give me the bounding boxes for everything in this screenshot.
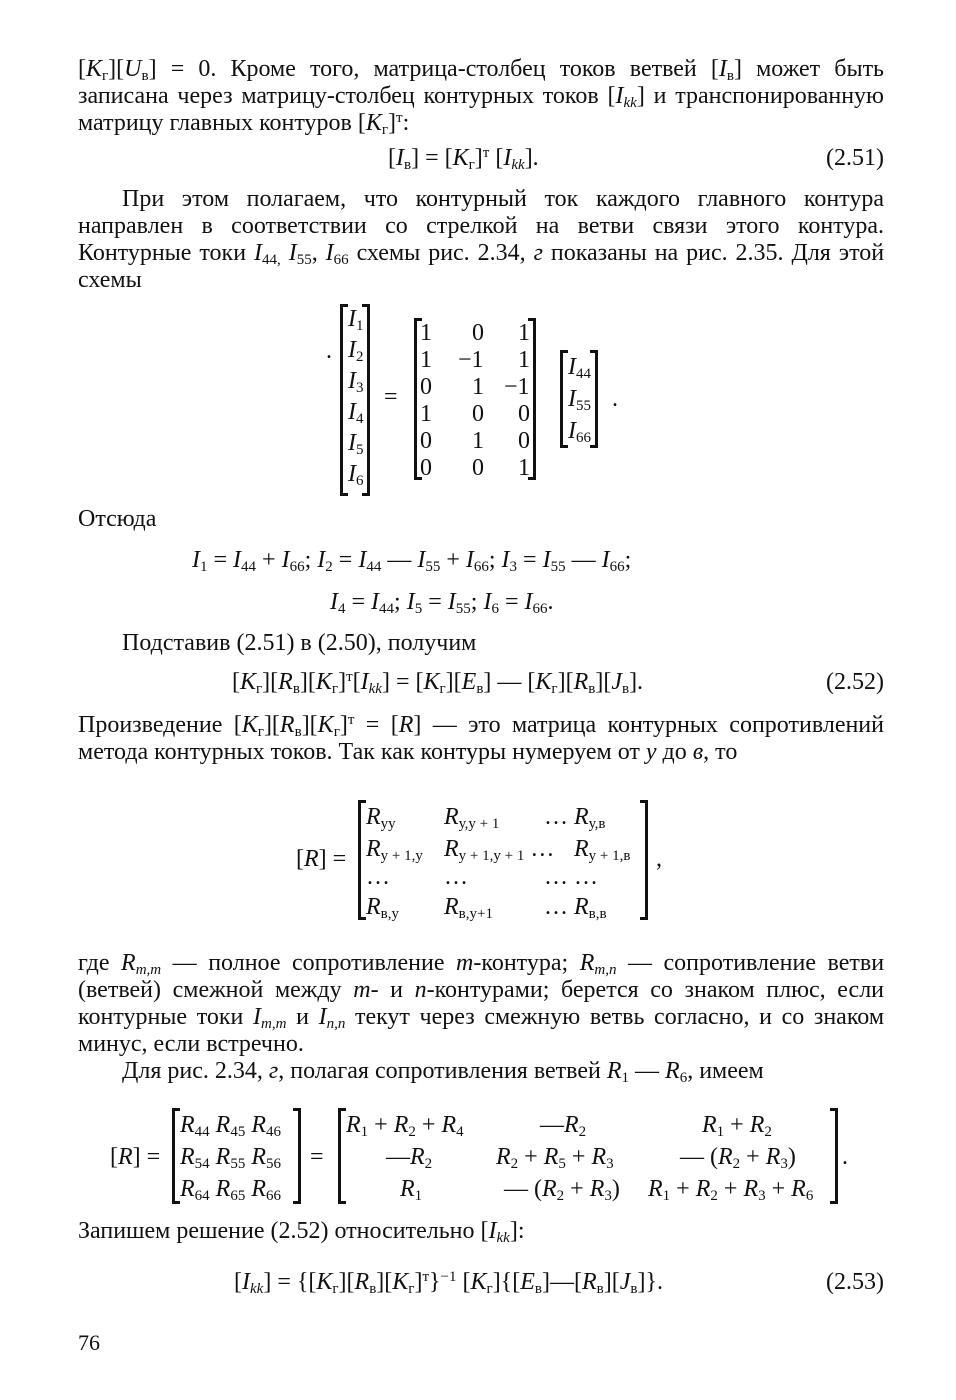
matrix-cell: 1: [420, 320, 432, 346]
equation-number-2-53: (2.53): [826, 1269, 884, 1295]
equation-number-2-52: (2.52): [826, 669, 884, 695]
matrix-cell: 0: [420, 455, 432, 481]
paragraph-4: Произведение $[K_г][R_в][K_г]^т = [R]$ — это матрица контурных сопротивлений метода контурных токов. Так как контуры нумеруем от у до в, то: [78, 712, 884, 765]
otsyuda-label: Отсюда: [78, 506, 157, 532]
paragraph-5: где $R_{m,m}$ — полное сопротивление m-контура; $R_{m,n}$ — сопротивление ветви (ветвей) смежной между m- и n-контурами; берется со знаком плюс, если контурные токи $I_{m,m}$ и $I_{n,n}$ текут через смежную ветвь согласно, и со знаком минус, если встречно.: [78, 950, 885, 1057]
matrix-cell: 0: [518, 401, 530, 427]
matrix-cell: 0: [420, 374, 432, 400]
matrix-cell: −1: [458, 347, 484, 373]
page-number: 76: [78, 1330, 100, 1355]
matrix-cell: 0: [472, 320, 484, 346]
matrix-cell: −1: [504, 374, 530, 400]
paragraph-7: Запишем решение (2.52) относительно $[I_{kk}]$:: [78, 1218, 525, 1246]
page: $[K_г][U_в] = 0$. Кроме того, матрица-столбец токов ветвей $[I_в]$ может быть записана через матрицу-столбец контурных токов $[I_{kk}]$ и транспонированную матрицу главных контуров $[K_г]^т$: $[I_в] = [K_г]^т$ $[I_{kk}]$. (2.51) При этом полагаем, что контурный ток каждого главного контура направлен в соответствии со стрелкой на ветви связи этого контура. Контурные токи $I_{44,}$ $I_{55}$, $I_{66}$ схемы рис. 2.34, г показаны на рис. 2.35. Для этой схемы . $I_1$ $I_2$ $I_3$ $I_4$ $I_5$ $I_6$ = 1 0 1 1 −1 1 0 1 −1 1 0 0 0 1 0 0 0 1 $I_{44}$ $I_{55}$ $I_{66}$ . Отсюда $I_1 = I_{44} + I_{66}$; $I_2 = I_{44}$ — $I_{55} + I_{66}$; $I_3 = I_{55}$ — $I_{66}$; $I_4 = I_{44}$; $I_5 = I_{55}$; $I_6 = I_{66}$. Подставив (2.51) в (2.50), получим $[K_г][R_в][K_г]^т[I_{kk}] = [K_г][E_в]$ — $[K_г][R_в][J_в]$. (2.52) Произведение $[K_г][R_в][K_г]^т = [R]$ — это матрица контурных сопротивлений метода контурных токов. Так как контуры нумеруем от у до в, то [R] = $R_{уу}$ $R_{у,у + 1}$ … $R_{у,в}$ $R_{у + 1,у}$ $R_{у + 1,у + 1}$ … $R_{у + 1,в}$ … … … … $R_{в,у}$ $R_{в,у+1}$ … $R_{в,в}$ , где $R_{m,m}$ — полное сопротивление m-контура; $R_{m,n}$ — сопротивление ветви (ветвей) смежной между m- и n-контурами; берется со знаком плюс, если контурные токи $I_{m,m}$ и $I_{n,n}$ текут через смежную ветвь согласно, и со знаком минус, если встречно. Для рис. 2.34, г, полагая сопротивления ветвей $R_1$ — $R_6$, имеем [R] = $R_{44}$ $R_{45}$ $R_{46}$ $R_{54}$ $R_{55}$ $R_{56}$ $R_{64}$ $R_{65}$ $R_{66}$ = $R_1 + R_2 + R_4$ $—R_2$ $R_1 + R_2$ $—R_2$ $R_2 + R_5 + R_3$ — $(R_2 + R_3)$ $R_1$ — $(R_2 + R_3)$ $R_1 + R_2 + R_3 + R_6$ . Запишем решение (2.52) относительно $[I_{kk}]$: $[I_{kk}] = \{[K_г][R_в][K_г]^т\}^{-1}$ $[K_г]\{[E_в]—[R_в][J_в]\}$. (2.53) 76: [78, 56, 885, 1355]
matrix-cell: 0: [472, 401, 484, 427]
matrix-cell: 0: [472, 455, 484, 481]
matrix-cell: 1: [420, 401, 432, 427]
paragraph-1: $[K_г][U_в] = 0$. Кроме того, матрица-столбец токов ветвей $[I_в]$ может быть записана через матрицу-столбец контурных токов $[I_{kk}]$ и транспонированную матрицу главных контуров $[K_г]^т$:: [78, 56, 884, 138]
equation-2-53: $[I_{kk}] = \{[K_г][R_в][K_г]^т\}^{-1}$ $[K_г]\{[E_в]—[R_в][J_в]\}$.: [234, 1269, 663, 1297]
matrix-cell: 1: [518, 455, 530, 481]
matrix-cell: 1: [518, 347, 530, 373]
matrix-cell: 0: [518, 428, 530, 454]
matrix-cell: 1: [420, 347, 432, 373]
equation-number-2-51: (2.51): [826, 145, 884, 171]
equation-2-52: $[K_г][R_в][K_г]^т[I_{kk}] = [K_г][E_в]$ — $[K_г][R_в][J_в]$.: [232, 669, 644, 697]
paragraph-6: Для рис. 2.34, г, полагая сопротивления ветвей $R_1$ — $R_6$, имеем: [122, 1058, 764, 1086]
matrix-cell: 1: [518, 320, 530, 346]
matrix-cell: 0: [420, 428, 432, 454]
paragraph-2: При этом полагаем, что контурный ток каждого главного контура направлен в соответствии со стрелкой на ветви связи этого контура. Контурные токи $I_{44,}$ $I_{55}$, $I_{66}$ схемы рис. 2.34, г показаны на рис. 2.35. Для этой схемы: [78, 186, 885, 293]
matrix-cell: 1: [472, 428, 484, 454]
paragraph-3: Подставив (2.51) в (2.50), получим: [122, 630, 477, 656]
matrix-cell: 1: [472, 374, 484, 400]
equation-2-51: $[I_в] = [K_г]^т$ $[I_{kk}]$.: [388, 145, 539, 173]
equation-currents-2: $I_4 = I_{44}$; $I_5 = I_{55}$; $I_6 = I_{66}$.: [330, 589, 554, 617]
equation-currents-1: $I_1 = I_{44} + I_{66}$; $I_2 = I_{44}$ — $I_{55} + I_{66}$; $I_3 = I_{55}$ — $I_{66}$;: [192, 547, 632, 575]
